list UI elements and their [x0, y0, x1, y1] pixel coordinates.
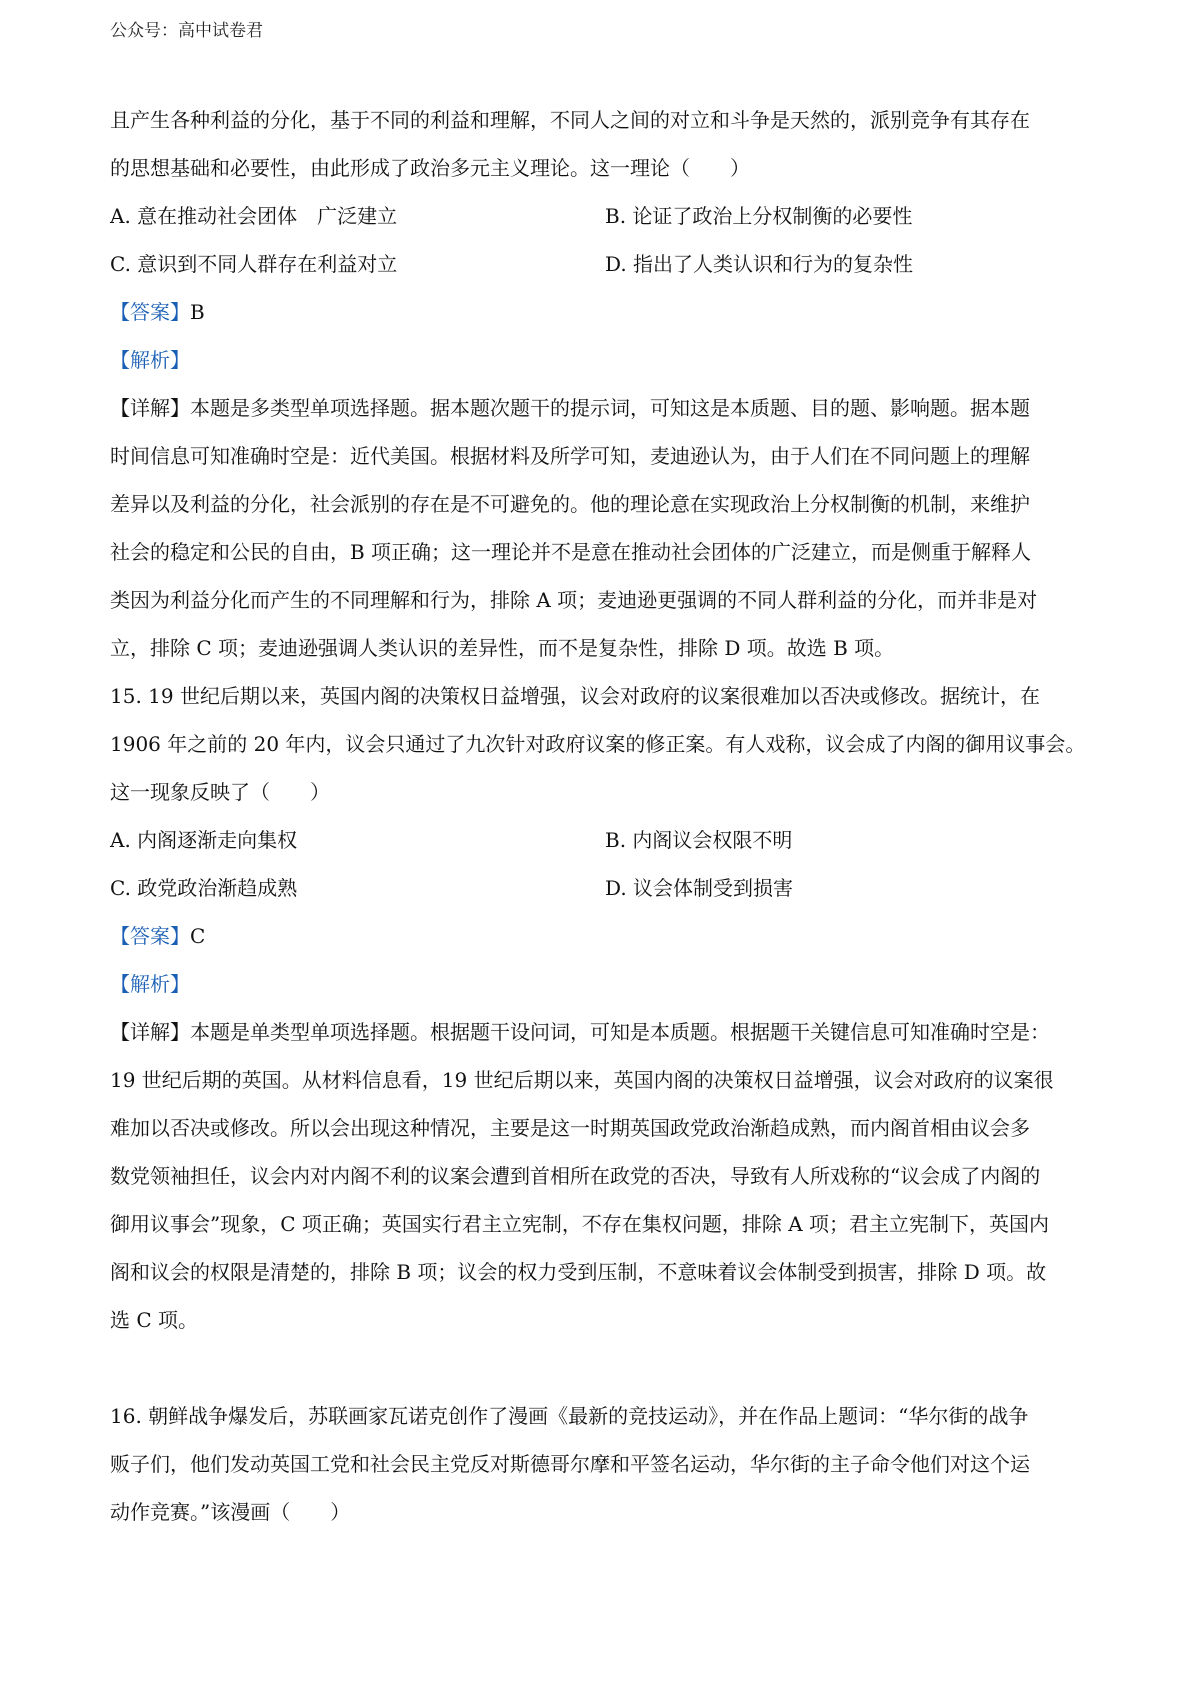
q14-detail-line: 社会的稳定和公民的自由，B 项正确；这一理论并不是意在推动社会团体的广泛建立，而是侧重于解释人: [110, 540, 1032, 564]
q15-detail-line: 数党领袖担任，议会内对内阁不利的议案会遭到首相所在政党的否决，导致有人所戏称的“议会成了内阁的: [110, 1164, 1041, 1188]
q15-option-b: B. 内阁议会权限不明: [605, 828, 793, 852]
q14-analysis-tag: 【解析】: [110, 348, 190, 372]
q15-stem-line: 1906 年之前的 20 年内，议会只通过了九次针对政府议案的修正案。有人戏称，议会成了内阁的御用议事会。: [110, 732, 1086, 756]
q15-option-c: C. 政党政治渐趋成熟: [110, 876, 298, 900]
q15-detail-line: 御用议事会”现象，C 项正确；英国实行君主立宪制，不存在集权问题，排除 A 项；君主立宪制下，英国内: [110, 1212, 1050, 1236]
q15-detail-line: 选 C 项。: [110, 1308, 199, 1332]
q15-answer-tag: 【答案】: [110, 924, 190, 948]
page-header-source: 公众号：高中试卷君: [110, 21, 263, 41]
q15-detail-line: 难加以否决或修改。所以会出现这种情况，主要是这一时期英国政党政治渐趋成熟，而内阁首相由议会多: [110, 1116, 1030, 1140]
q14-detail-line: 时间信息可知准确时空是：近代美国。根据材料及所学可知，麦迪逊认为，由于人们在不同问题上的理解: [110, 444, 1030, 468]
q14-answer: [110, 288, 1100, 336]
q15-detail-line: 【详解】本题是单类型单项选择题。根据题干设问词，可知是本质题。根据题干关键信息可知准确时空是：: [110, 1020, 1050, 1044]
q16-stem-line: 贩子们，他们发动英国工党和社会民主党反对斯德哥尔摩和平签名运动，华尔街的主子命令他们对这个运: [110, 1452, 1030, 1476]
q14-option-d: D. 指出了人类认识和行为的复杂性: [605, 252, 914, 276]
q14-option-a: A. 意在推动社会团体 广泛建立: [110, 204, 398, 228]
q15-detail-line: 19 世纪后期的英国。从材料信息看，19 世纪后期以来，英国内阁的决策权日益增强，议会对政府的议案很: [110, 1068, 1054, 1092]
q14-options-row: [110, 240, 1100, 288]
q14-detail-line: 类因为利益分化而产生的不同理解和行为，排除 A 项；麦迪逊更强调的不同人群利益的分化，而并非是对: [110, 588, 1038, 612]
q16-stem-line: 16. 朝鲜战争爆发后，苏联画家瓦诺克创作了漫画《最新的竞技运动》，并在作品上题词：“华尔街的战争: [110, 1404, 1029, 1428]
q15-analysis-tag: 【解析】: [110, 972, 190, 996]
q15-option-a: A. 内阁逐渐走向集权: [110, 828, 298, 852]
q14-detail-line: 差异以及利益的分化，社会派别的存在是不可避免的。他的理论意在实现政治上分权制衡的机制，来维护: [110, 492, 1030, 516]
q15-analysis: [110, 960, 1100, 1008]
q15-options-row: [110, 816, 1100, 864]
q15-option-d: D. 议会体制受到损害: [605, 876, 794, 900]
page-content: [110, 96, 1100, 1536]
q14-detail-line: 【详解】本题是多类型单项选择题。据本题次题干的提示词，可知这是本质题、目的题、影响题。据本题: [110, 396, 1030, 420]
q15-stem-line: 这一现象反映了（ ）: [110, 780, 330, 804]
q14-stem-line: 的思想基础和必要性，由此形成了政治多元主义理论。这一理论（ ）: [110, 156, 750, 180]
q15-options-row: [110, 864, 1100, 912]
section-gap: [110, 1344, 1100, 1392]
q14-option-b: B. 论证了政治上分权制衡的必要性: [605, 204, 913, 228]
q14-options-row: [110, 192, 1100, 240]
q14-detail-line: 立，排除 C 项；麦迪逊强调人类认识的差异性，而不是复杂性，排除 D 项。故选 B 项。: [110, 636, 895, 660]
q15-answer-value: C: [190, 924, 206, 948]
q14-analysis: [110, 336, 1100, 384]
q14-option-c: C. 意识到不同人群存在利益对立: [110, 252, 398, 276]
q16-stem-line: 动作竞赛。”该漫画（ ）: [110, 1500, 351, 1524]
q14-stem-line: 且产生各种利益的分化，基于不同的利益和理解，不同人之间的对立和斗争是天然的，派别竞争有其存在: [110, 108, 1030, 132]
q15-detail-line: 阁和议会的权限是清楚的，排除 B 项；议会的权力受到压制，不意味着议会体制受到损害，排除 D 项。故: [110, 1260, 1047, 1284]
q15-stem-line: 15. 19 世纪后期以来，英国内阁的决策权日益增强，议会对政府的议案很难加以否决或修改。据统计，在: [110, 684, 1040, 708]
q15-answer: [110, 912, 1100, 960]
q14-answer-value: B: [190, 300, 205, 324]
q14-answer-tag: 【答案】: [110, 300, 190, 324]
